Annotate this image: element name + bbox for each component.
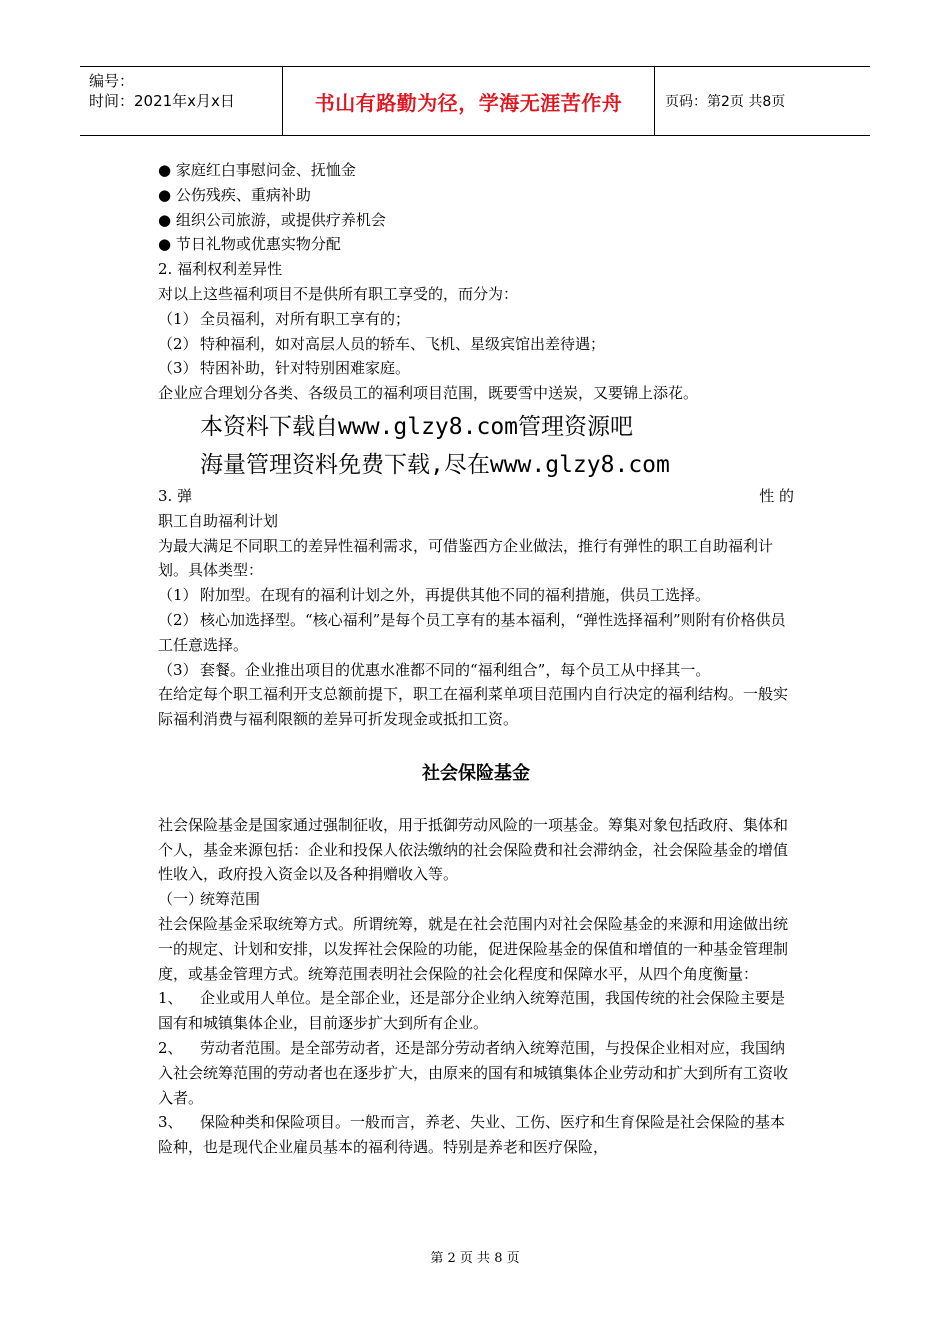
item-text: 附加型。在现有的福利计划之外，再提供其他不同的福利措施，供员工选择。: [200, 586, 711, 605]
item-number: （3）: [158, 660, 198, 679]
header-meta: [80, 67, 283, 135]
paragraph: 对以上这些福利项目不是供所有职工享受的，而分为：: [158, 284, 519, 303]
paragraph: 企业应合理划分各类、各级员工的福利项目范围，既要雪中送炭，又要锦上添花。: [158, 384, 699, 403]
numbered-item: [158, 887, 794, 912]
numbered-item: [158, 608, 794, 658]
bullet-item: ● 家庭红白事慰问金、抚恤金: [158, 161, 356, 179]
page-header: [80, 66, 870, 136]
numbered-item: [158, 986, 794, 1036]
document-body: [158, 158, 794, 1160]
section-title: 社会保险基金: [422, 762, 530, 784]
watermark-line: 本资料下载自www.glzy8.com管理资源吧: [200, 413, 634, 440]
item-number: （一）: [158, 890, 204, 909]
item-number: （1）: [158, 586, 198, 605]
numbered-item: [158, 307, 794, 332]
paragraph: 社会保险基金采取统筹方式。所谓统筹，就是在社会范围内对社会保险基金的来源和用途做出统一的规定、计划和安排，以发挥社会保险的功能，促进保险基金的保值和增值的一种基金管理制度，或基金管理方式。统筹范围表明社会保险的社会化程度和保障水平，从四个角度衡量：: [158, 914, 789, 983]
date-label: 时间：2021年x月x日: [89, 92, 235, 110]
subheading: 2. 福利权利差异性: [158, 260, 283, 279]
numbered-item: [158, 1110, 794, 1160]
header-page-label: 页码：第2页 共8页: [665, 94, 786, 110]
watermark-line: 海量管理资料免费下载,尽在www.glzy8.com: [200, 451, 670, 478]
item-number: （2）: [158, 334, 198, 353]
item-number: （3）: [158, 359, 198, 378]
bullet-item: ● 组织公司旅游，或提供疗养机会: [158, 210, 386, 229]
paragraph: 在给定每个职工福利开支总额前提下，职工在福利菜单项目范围内自行决定的福利结构。一般实际福利消费与福利限额的差异可折发现金或抵扣工资。: [158, 685, 789, 729]
item-text: 统筹范围: [200, 890, 261, 909]
item-text: 保险种类和保险项目。一般而言，养老、失业、工伤、医疗和生育保险是社会保险的基本险种，也是现代企业雇员基本的福利待遇。特别是养老和医疗保险，: [158, 1113, 786, 1157]
item-text: 全员福利，对所有职工享有的；: [200, 309, 411, 328]
numbered-item: [158, 356, 794, 381]
item-number: 2、: [158, 1038, 183, 1057]
item-text: 特种福利，如对高层人员的轿车、飞机、星级宾馆出差待遇；: [200, 334, 606, 353]
paragraph: 社会保险基金是国家通过强制征收，用于抵御劳动风险的一项基金。筹集对象包括政府、集体和个人，基金来源包括：企业和投保人依法缴纳的社会保险费和社会滞纳金，社会保险基金的增值性收入，政府投入资金以及各种捐赠收入等。: [158, 815, 789, 884]
subheading-part: 性 的: [759, 486, 794, 505]
bullet-item: ● 公伤残疾、重病补助: [158, 185, 311, 204]
numbered-item: [158, 658, 794, 683]
item-text: 企业或用人单位。是全部企业，还是部分企业纳入统筹范围，我国传统的社会保险主要是国有和城镇集体企业，目前逐步扩大到所有企业。: [158, 989, 786, 1033]
number-label: 编号：: [89, 72, 135, 90]
subheading-part: 3. 弹: [158, 486, 193, 505]
numbered-item: [158, 332, 794, 357]
paragraph: 为最大满足不同职工的差异性福利需求，可借鉴西方企业做法，推行有弹性的职工自助福利计划。具体类型：: [158, 536, 774, 580]
item-number: （1）: [158, 309, 198, 328]
header-motto: 书山有路勤为径，学海无涯苦作舟: [283, 67, 655, 135]
item-text: 核心加选择型。“核心福利”是每个员工享有的基本福利，“弹性选择福利”则附有价格供员工任意选择。: [158, 610, 786, 654]
item-number: （2）: [158, 610, 198, 629]
subheading: 职工自助福利计划: [158, 511, 279, 530]
item-number: 3、: [158, 1113, 183, 1132]
numbered-item: [158, 1036, 794, 1110]
item-text: 套餐。企业推出项目的优惠水准都不同的“福利组合”，每个员工从中择其一。: [200, 660, 711, 679]
numbered-item: [158, 583, 794, 608]
item-text: 劳动者范围。是全部劳动者，还是部分劳动者纳入统筹范围，与投保企业相对应，我国纳入社会统筹范围的劳动者也在逐步扩大，由原来的国有和城镇集体企业劳动和扩大到所有工资收入者。: [158, 1038, 789, 1107]
bullet-item: ● 节日礼物或优惠实物分配: [158, 235, 341, 254]
subheading-justified: [158, 484, 794, 509]
page-footer: 第 2 页 共 8 页: [430, 1251, 520, 1266]
item-number: 1、: [158, 989, 183, 1008]
item-text: 特困补助，针对特别困难家庭。: [200, 359, 411, 378]
